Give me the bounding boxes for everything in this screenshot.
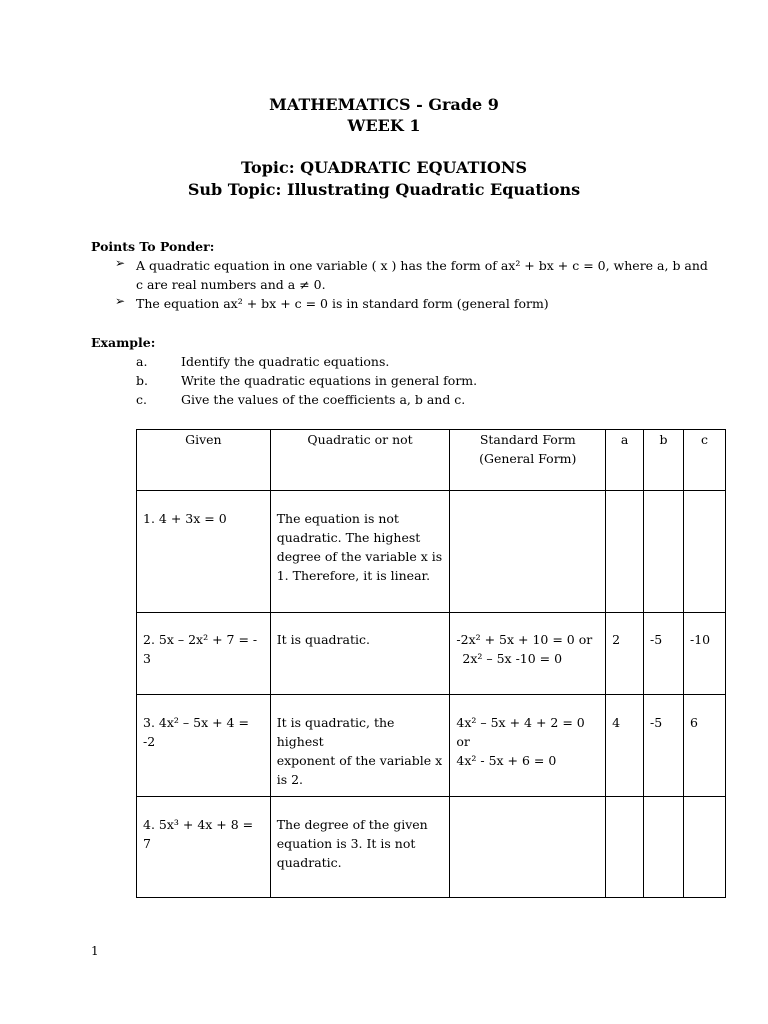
- cell-standard-form: [450, 797, 606, 898]
- header-given: Given: [137, 430, 271, 491]
- cell-b: -5: [644, 695, 684, 797]
- example-marker: a.: [136, 354, 148, 369]
- cell-line: It is quadratic.: [276, 632, 370, 647]
- cell-b: [644, 491, 684, 613]
- points-bullet-1-line-1: A quadratic equation in one variable ( x ) has the form of ax² + bx + c = 0, where a, b and: [136, 258, 708, 273]
- cell-standard-form: [450, 613, 606, 695]
- cell-c: -10: [683, 613, 725, 695]
- cell-quadratic: [270, 491, 450, 613]
- header-standard-form-line-1: Standard Form: [479, 432, 576, 447]
- cell-line: equation is 3. It is not: [276, 836, 416, 851]
- cell-a: [606, 491, 644, 613]
- table-row: [137, 797, 726, 898]
- week-label: WEEK 1: [347, 116, 421, 135]
- cell-line: quadratic. The highest: [276, 530, 421, 545]
- example-item: Identify the quadratic equations.: [181, 354, 390, 369]
- example-item: Write the quadratic equations in general form.: [181, 373, 478, 388]
- arrow-bullet-icon: ➢: [115, 294, 126, 308]
- example-heading: Example:: [91, 335, 156, 350]
- header-a: a: [606, 430, 644, 491]
- cell-line: quadratic.: [276, 855, 342, 870]
- cell-standard-form: [450, 491, 606, 613]
- cell-line: -2x² + 5x + 10 = 0 or: [456, 632, 593, 647]
- cell-line: The equation is not: [276, 511, 399, 526]
- points-bullet-1-line-2: c are real numbers and a ≠ 0.: [136, 277, 326, 292]
- cell-line: 1. Therefore, it is linear.: [276, 568, 431, 583]
- topic-heading: Topic: QUADRATIC EQUATIONS: [240, 158, 528, 177]
- points-bullet-2: The equation ax² + bx + c = 0 is in standard form (general form): [136, 296, 549, 311]
- cell-line: or: [456, 734, 470, 749]
- cell-a: [606, 797, 644, 898]
- header-standard-form-line-2: (General Form): [479, 451, 577, 466]
- cell-a: 2: [606, 613, 644, 695]
- cell-given: 2. 5x – 2x² + 7 = - 3: [137, 613, 271, 695]
- cell-b: -5: [644, 613, 684, 695]
- cell-given: 4. 5x³ + 4x + 8 = 7: [137, 797, 271, 898]
- document-title: MATHEMATICS - Grade 9: [269, 95, 499, 114]
- cell-c: [683, 797, 725, 898]
- cell-line: It is quadratic, the highest: [276, 715, 395, 749]
- arrow-bullet-icon: ➢: [115, 256, 126, 270]
- subtopic-heading: Sub Topic: Illustrating Quadratic Equations: [187, 180, 581, 199]
- cell-given: 1. 4 + 3x = 0: [137, 491, 271, 613]
- quadratic-table: [136, 429, 726, 898]
- cell-given: 3. 4x² – 5x + 4 = -2: [137, 695, 271, 797]
- cell-b: [644, 797, 684, 898]
- example-item: Give the values of the coefficients a, b and c.: [181, 392, 466, 407]
- header-b: b: [644, 430, 684, 491]
- table-row: [137, 695, 726, 797]
- cell-a: 4: [606, 695, 644, 797]
- cell-line: 2x² – 5x -10 = 0: [462, 651, 563, 666]
- cell-quadratic: [270, 797, 450, 898]
- header-quadratic-or-not: Quadratic or not: [270, 430, 450, 491]
- cell-c: 6: [683, 695, 725, 797]
- cell-line: The degree of the given: [276, 817, 428, 832]
- points-heading: Points To Ponder:: [91, 239, 215, 254]
- cell-c: [683, 491, 725, 613]
- page-number: 1: [91, 944, 99, 958]
- table-row: [137, 613, 726, 695]
- cell-line: 4x² – 5x + 4 + 2 = 0: [456, 715, 585, 730]
- cell-line: is 2.: [276, 772, 304, 787]
- table-row: [137, 491, 726, 613]
- example-marker: b.: [136, 373, 148, 388]
- cell-quadratic: [270, 613, 450, 695]
- header-c: c: [683, 430, 725, 491]
- cell-standard-form: [450, 695, 606, 797]
- table-header-row: [137, 430, 726, 491]
- cell-line: 4x² - 5x + 6 = 0: [456, 753, 557, 768]
- example-marker: c.: [136, 392, 147, 407]
- header-standard-form: [450, 430, 606, 491]
- cell-quadratic: [270, 695, 450, 797]
- cell-line: degree of the variable x is: [276, 549, 443, 564]
- cell-line: exponent of the variable x: [276, 753, 443, 768]
